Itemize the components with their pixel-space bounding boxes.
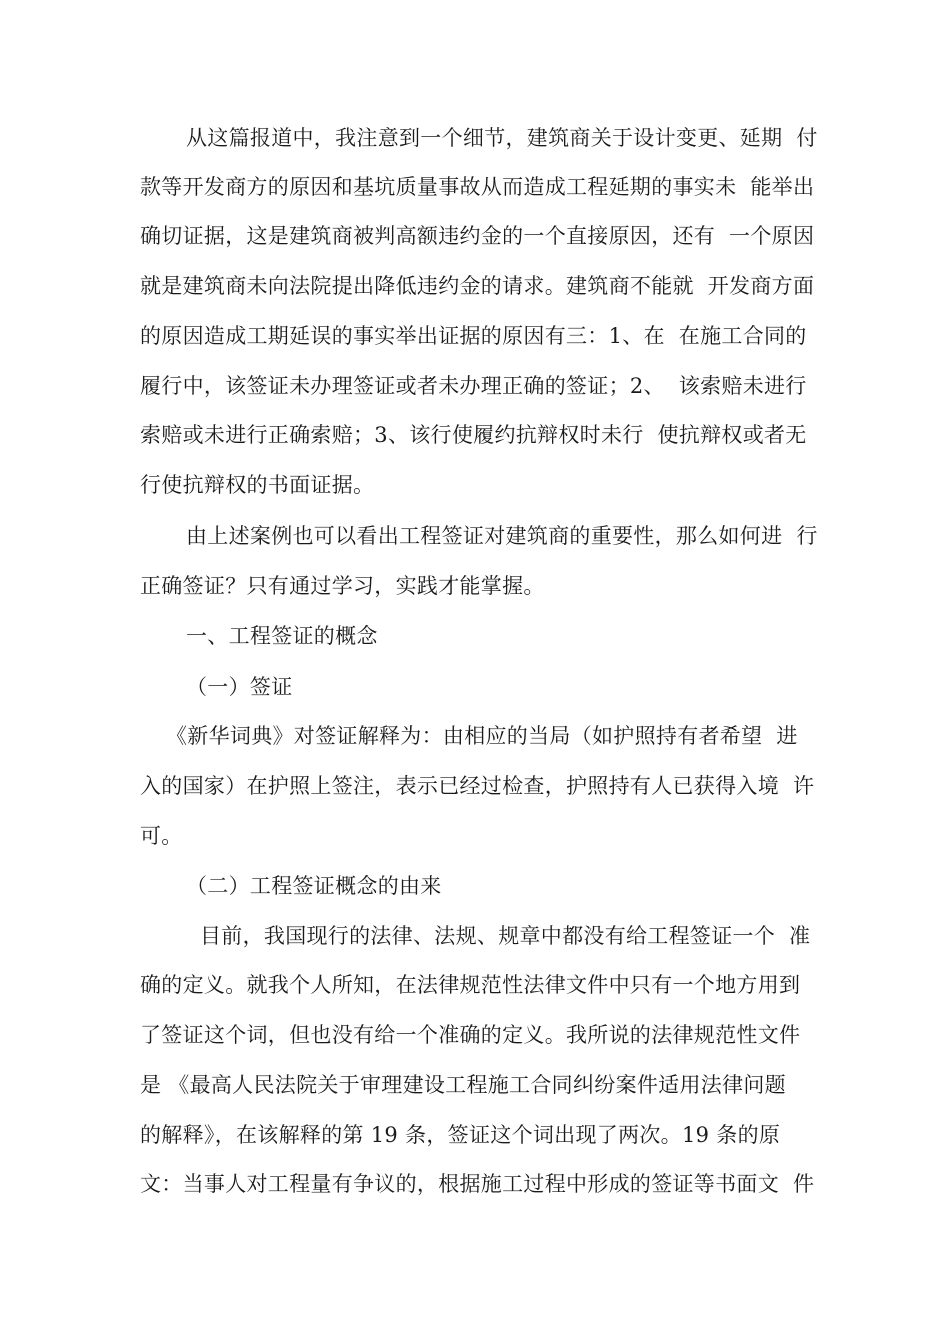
- paragraph-1-line-2: 款等开发商方的原因和基坑质量事故从而造成工程延期的事实未 能举出: [140, 175, 815, 199]
- paragraph-2-line-2: 正确签证？只有通过学习，实践才能掌握。: [140, 574, 545, 598]
- paragraph-4-line-4: 是 《最高人民法院关于审理建设工程施工合同纠纷案件适用法律问题: [140, 1073, 786, 1097]
- subsection-heading-1: （一）签证: [186, 675, 293, 699]
- paragraph-1-line-4: 就是建筑商未向法院提出降低违约金的请求。建筑商不能就 开发商方面: [140, 274, 815, 298]
- paragraph-1-line-6: 履行中，该签证未办理签证或者未办理正确的签证；2、 该索赔未进行: [140, 374, 807, 398]
- paragraph-4-line-6: 文：当事人对工程量有争议的，根据施工过程中形成的签证等书面文 件: [140, 1172, 815, 1196]
- subsection-heading-2: （二）工程签证概念的由来: [186, 874, 442, 898]
- paragraph-4-line-3: 了签证这个词，但也没有给一个准确的定义。我所说的法律规范性文件: [140, 1023, 801, 1047]
- paragraph-1-line-8: 行使抗辩权的书面证据。: [140, 473, 375, 497]
- paragraph-4-line-1: 目前，我国现行的法律、法规、规章中都没有给工程签证一个 准: [200, 924, 811, 948]
- paragraph-4-line-2: 确的定义。就我个人所知，在法律规范性法律文件中只有一个地方用到: [140, 973, 801, 997]
- paragraph-1-line-7: 索赔或未进行正确索赔；3、该行使履约抗辩权时未行 使抗辩权或者无: [140, 423, 807, 447]
- paragraph-1-line-1: 从这篇报道中，我注意到一个细节，建筑商关于设计变更、延期 付: [186, 126, 818, 150]
- section-heading: 一、工程签证的概念: [186, 624, 378, 648]
- paragraph-4-line-5: 的解释》，在该解释的第 19 条，签证这个词出现了两次。19 条的原: [140, 1123, 781, 1147]
- paragraph-1-line-3: 确切证据，这是建筑商被判高额违约金的一个直接原因，还有 一个原因: [140, 224, 815, 248]
- paragraph-3-line-3: 可。: [140, 824, 183, 848]
- paragraph-1-line-5: 的原因造成工期延误的事实举出证据的原因有三：1、在 在施工合同的: [140, 324, 807, 348]
- paragraph-3-line-2: 入的国家）在护照上签注，表示已经过检查，护照持有人已获得入境 许: [140, 774, 815, 798]
- paragraph-3-line-1: 《新华词典》对签证解释为：由相应的当局（如护照持有者希望 进: [166, 724, 798, 748]
- paragraph-2-line-1: 由上述案例也可以看出工程签证对建筑商的重要性，那么如何进 行: [186, 524, 818, 548]
